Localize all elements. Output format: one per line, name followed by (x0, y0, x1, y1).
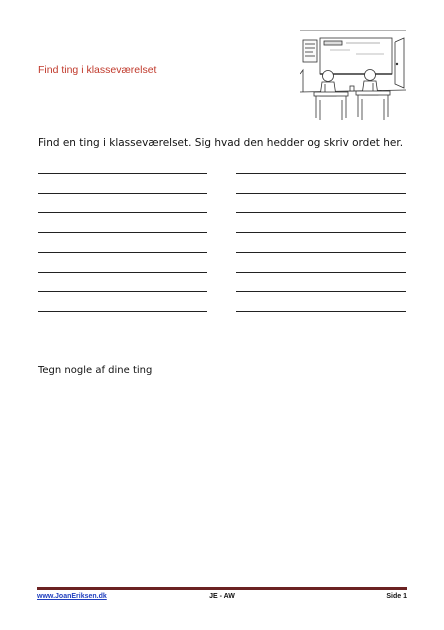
writing-line[interactable] (236, 173, 406, 174)
writing-lines (38, 173, 406, 343)
page-title: Find ting i klasseværelset (38, 64, 157, 76)
writing-line[interactable] (236, 193, 406, 194)
writing-line[interactable] (236, 311, 406, 312)
writing-line[interactable] (38, 311, 207, 312)
page-number: Side 1 (386, 593, 407, 600)
writing-line[interactable] (38, 193, 207, 194)
author-initials: JE - AW (209, 593, 235, 600)
writing-line[interactable] (236, 252, 406, 253)
page-footer (37, 593, 407, 605)
writing-line[interactable] (38, 252, 207, 253)
writing-line[interactable] (236, 212, 406, 213)
instruction-text: Find en ting i klasseværelset. Sig hvad den hedder og skriv ordet her. (38, 137, 404, 149)
writing-line[interactable] (38, 173, 207, 174)
draw-prompt: Tegn nogle af dine ting (38, 365, 153, 376)
footer-divider (37, 587, 407, 590)
writing-line[interactable] (38, 212, 207, 213)
writing-line[interactable] (236, 291, 406, 292)
writing-line[interactable] (38, 272, 207, 273)
writing-line[interactable] (236, 232, 406, 233)
writing-line[interactable] (38, 291, 207, 292)
writing-line[interactable] (236, 272, 406, 273)
writing-line[interactable] (38, 232, 207, 233)
website-link[interactable]: www.JoanEriksen.dk (37, 593, 107, 600)
classroom-illustration-icon (300, 30, 406, 122)
